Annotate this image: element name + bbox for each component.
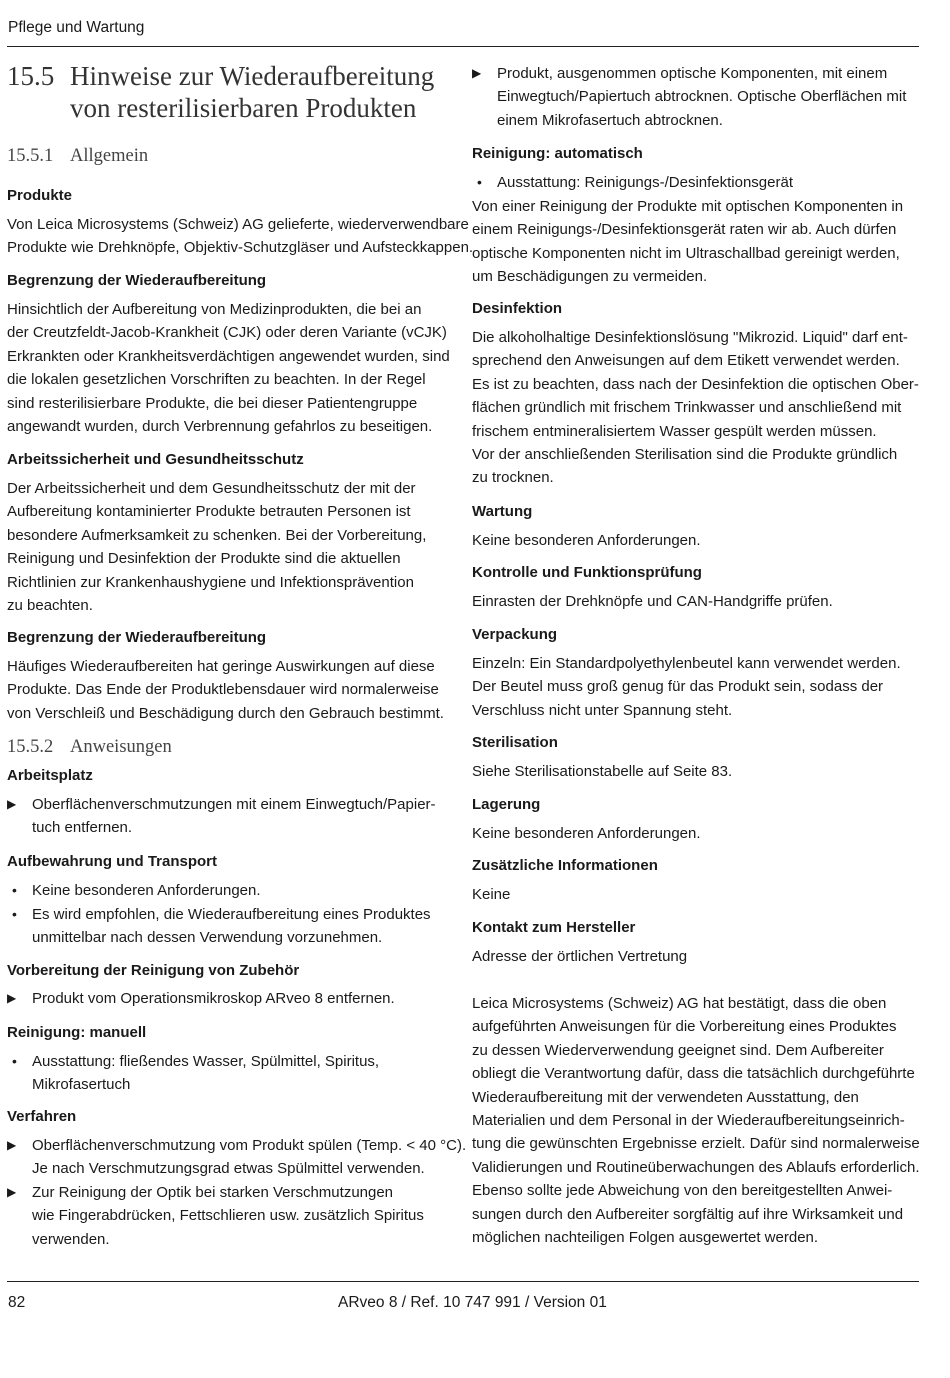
text-line: Von einer Reinigung der Produkte mit optischen Komponenten in bbox=[472, 198, 904, 215]
step-arrow-icon: ▶ bbox=[7, 1185, 17, 1199]
heading-verpackung: Verpackung bbox=[472, 626, 558, 643]
text-line: sungen durch den Aufbereiter sorgfältig auf ihre Wirksamkeit und bbox=[472, 1205, 904, 1223]
text-line: Materialien und dem Personal in der Wiederaufbereitungseinrich- bbox=[472, 1112, 905, 1130]
document-reference: ARveo 8 / Ref. 10 747 991 / Version 01 bbox=[338, 1294, 607, 1311]
heading-reinigung-automatisch: Reinigung: automatisch bbox=[472, 145, 643, 162]
text-line: Einwegtuch/Papiertuch abtrocknen. Optische Oberflächen mit bbox=[497, 88, 907, 106]
heading-kontakt: Kontakt zum Hersteller bbox=[472, 919, 636, 936]
text-line: optische Komponenten nicht im Ultraschallbad gereinigt werden, bbox=[472, 244, 900, 262]
step-arrow-icon: ▶ bbox=[7, 797, 17, 811]
text-line: Oberflächenverschmutzungen mit einem Einwegtuch/Papier- bbox=[32, 796, 436, 813]
text-line: zu trocknen. bbox=[472, 469, 554, 487]
text-line: Leica Microsystems (Schweiz) AG hat bestätigt, dass die oben bbox=[472, 995, 887, 1012]
text-line: Es wird empfohlen, die Wiederaufbereitung eines Produktes bbox=[32, 906, 431, 923]
text-line: die lokalen gesetzlichen Vorschriften zu beachten. In der Regel bbox=[7, 371, 426, 389]
text-line: verwenden. bbox=[32, 1230, 110, 1248]
text-line: unmittelbar nach dessen Verwendung vorzunehmen. bbox=[32, 929, 383, 947]
heading-zusatz: Zusätzliche Informationen bbox=[472, 857, 658, 874]
text-line: besondere Aufmerksamkeit zu schenken. Bei der Vorbereitung, bbox=[7, 526, 427, 544]
text-line: Ebenso sollte jede Abweichung von den bereitgestellten Anwei- bbox=[472, 1182, 893, 1200]
paragraph-begrenzung-1 bbox=[7, 298, 450, 438]
text-line: sprechend den Anweisungen auf dem Etikett verwendet werden. bbox=[472, 352, 900, 370]
heading-begrenzung-1: Begrenzung der Wiederaufbereitung bbox=[7, 272, 267, 289]
bullet-icon: • bbox=[12, 906, 17, 922]
paragraph-verpackung bbox=[472, 652, 901, 722]
text-line: Einzeln: Ein Standardpolyethylenbeutel kann verwendet werden. bbox=[472, 655, 901, 672]
text-line: Einrasten der Drehknöpfe und CAN-Handgriffe prüfen. bbox=[472, 593, 833, 610]
paragraph-kontrolle bbox=[472, 590, 833, 613]
text-line: Hinsichtlich der Aufbereitung von Medizinprodukten, die bei an bbox=[7, 301, 422, 318]
text-line: obliegt die Verantwortung dafür, dass die tatsächlich durchgeführte bbox=[472, 1065, 915, 1083]
text-line: Keine besonderen Anforderungen. bbox=[472, 532, 701, 549]
text-line: Richtlinien zur Krankenhaushygiene und Infektionsprävention bbox=[7, 573, 414, 591]
section-number: 15.5 bbox=[7, 61, 55, 91]
heading-aufbewahrung: Aufbewahrung und Transport bbox=[7, 853, 217, 870]
text-line: Häufiges Wiederaufbereiten hat geringe Auswirkungen auf diese bbox=[7, 658, 435, 675]
paragraph-zusatz bbox=[472, 883, 510, 906]
text-line: tung die gewünschten Ergebnisse erzielt. Dafür sind normalerweise bbox=[472, 1135, 920, 1153]
subsection-heading-anweisungen: 15.5.2 Anweisungen bbox=[7, 737, 172, 757]
page-number: 82 bbox=[8, 1294, 26, 1311]
text-line: Mikrofasertuch bbox=[32, 1076, 131, 1094]
section-title-line2: von resterilisierbaren Produkten bbox=[70, 93, 417, 123]
text-line: aufgeführten Anweisungen für die Vorbereitung eines Produktes bbox=[472, 1018, 897, 1036]
heading-verfahren: Verfahren bbox=[7, 1108, 77, 1125]
heading-produkte: Produkte bbox=[7, 187, 73, 204]
text-line: Produkt, ausgenommen optische Komponenten, mit einem bbox=[497, 65, 888, 82]
text-line: Ausstattung: fließendes Wasser, Spülmittel, Spiritus, bbox=[32, 1053, 380, 1070]
text-line: Adresse der örtlichen Vertretung bbox=[472, 948, 688, 965]
bullet-icon: • bbox=[12, 882, 17, 898]
section-heading bbox=[7, 60, 467, 124]
heading-desinfektion: Desinfektion bbox=[472, 300, 563, 317]
text-line: Wiederaufbereitung mit der verwendeten Ausstattung, den bbox=[472, 1088, 859, 1106]
text-line: angewandt wurden, durch Verbrennung gefahrlos zu beseitigen. bbox=[7, 418, 433, 436]
text-line: Verschluss nicht unter Spannung steht. bbox=[472, 701, 733, 719]
page-header: Pflege und Wartung bbox=[8, 19, 145, 36]
text-line: Reinigung und Desinfektion der Produkte sind die aktuellen bbox=[7, 550, 401, 568]
heading-reinigung-manuell: Reinigung: manuell bbox=[7, 1024, 147, 1041]
text-line: Erkrankten oder Krankheitsverdächtigen angewendet wurden, sind bbox=[7, 347, 450, 365]
text-line: Es ist zu beachten, dass nach der Desinfektion die optischen Ober- bbox=[472, 375, 919, 393]
text-line: Die alkoholhaltige Desinfektionslösung "Mikrozid. Liquid" darf ent- bbox=[472, 329, 908, 346]
text-line: um Beschädigungen zu vermeiden. bbox=[472, 268, 708, 286]
heading-sterilisation: Sterilisation bbox=[472, 734, 558, 751]
heading-lagerung: Lagerung bbox=[472, 796, 541, 813]
heading-arbeitssicherheit: Arbeitssicherheit und Gesundheitsschutz bbox=[7, 451, 304, 468]
heading-kontrolle: Kontrolle und Funktionsprüfung bbox=[472, 564, 702, 581]
text-line: der Creutzfeldt-Jacob-Krankheit (CJK) oder deren Variante (vCJK) bbox=[7, 324, 447, 342]
header-divider bbox=[7, 46, 919, 47]
heading-wartung: Wartung bbox=[472, 503, 533, 520]
paragraph-wartung bbox=[472, 529, 701, 552]
paragraph-lagerung bbox=[472, 822, 701, 845]
heading-begrenzung-2: Begrenzung der Wiederaufbereitung bbox=[7, 629, 267, 646]
text-line: Je nach Verschmutzungsgrad etwas Spülmittel verwenden. bbox=[32, 1160, 425, 1178]
text-line: Oberflächenverschmutzung vom Produkt spülen (Temp. < 40 °C). bbox=[32, 1137, 467, 1154]
text-line: Keine besonderen Anforderungen. bbox=[472, 825, 701, 842]
text-line: Keine bbox=[472, 886, 511, 903]
text-line: Vor der anschließenden Sterilisation sind die Produkte gründlich bbox=[472, 446, 898, 464]
paragraph-automatisch bbox=[472, 195, 903, 289]
text-line: Der Arbeitssicherheit und dem Gesundheitsschutz der mit der bbox=[7, 480, 416, 497]
subsection-heading-allgemein: 15.5.1 Allgemein bbox=[7, 146, 149, 166]
text-line: Produkt vom Operationsmikroskop ARveo 8 entfernen. bbox=[32, 990, 395, 1007]
text-line: Von Leica Microsystems (Schweiz) AG gelieferte, wiederverwendbare bbox=[7, 216, 469, 233]
text-line: wie Fingerabdrücken, Fettschlieren usw. zusätzlich Spiritus bbox=[32, 1207, 424, 1225]
text-line: Keine besonderen Anforderungen. bbox=[32, 882, 261, 899]
text-line: möglichen nachteiligen Folgen ausgewertet werden. bbox=[472, 1229, 819, 1247]
text-line: Zur Reinigung der Optik bei starken Verschmutzungen bbox=[32, 1184, 394, 1201]
text-line: zu dessen Wiederverwendung geeignet sind. Dem Aufbereiter bbox=[472, 1041, 884, 1059]
text-line: sind resterilisierbare Produkte, die bei dieser Patientengruppe bbox=[7, 394, 418, 412]
text-line: frischem entmineralisiertem Wasser gespült werden müssen. bbox=[472, 422, 877, 440]
paragraph-desinfektion bbox=[472, 326, 919, 490]
text-line: von Verschleiß und Beschädigung durch den Gebrauch bestimmt. bbox=[7, 704, 444, 722]
text-line: Aufbereitung kontaminierter Produkte betrauten Personen ist bbox=[7, 503, 411, 521]
text-line: Siehe Sterilisationstabelle auf Seite 83. bbox=[472, 763, 733, 780]
paragraph-arbeitssicherheit bbox=[7, 477, 426, 617]
text-line: zu beachten. bbox=[7, 597, 93, 615]
text-line: tuch entfernen. bbox=[32, 819, 133, 837]
section-title-line1: Hinweise zur Wiederaufbereitung bbox=[70, 61, 435, 91]
text-line: Validierungen und Routineüberwachungen des Ablaufs erforderlich. bbox=[472, 1158, 920, 1176]
paragraph-produkte bbox=[7, 213, 473, 260]
heading-vorbereitung: Vorbereitung der Reinigung von Zubehör bbox=[7, 962, 300, 979]
text-line: einem Mikrofasertuch abtrocknen. bbox=[497, 111, 723, 129]
text-line: Produkte. Das Ende der Produktlebensdauer wird normalerweise bbox=[7, 681, 439, 699]
paragraph-sterilisation bbox=[472, 760, 732, 783]
step-arrow-icon: ▶ bbox=[7, 991, 17, 1005]
step-arrow-icon: ▶ bbox=[472, 66, 482, 80]
text-line: Der Beutel muss groß genug für das Produkt sein, sodass der bbox=[472, 678, 884, 696]
bullet-icon: • bbox=[12, 1053, 17, 1069]
text-line: Produkte wie Drehknöpfe, Objektiv-Schutzgläser und Aufsteckkappen. bbox=[7, 239, 474, 257]
text-line: einem Reinigungs-/Desinfektionsgerät raten wir ab. Auch dürfen bbox=[472, 221, 897, 239]
paragraph-leica bbox=[472, 992, 920, 1249]
text-line: Ausstattung: Reinigungs-/Desinfektionsgerät bbox=[497, 174, 794, 191]
paragraph-begrenzung-2 bbox=[7, 655, 444, 725]
paragraph-kontakt bbox=[472, 945, 687, 968]
footer-divider bbox=[7, 1281, 919, 1282]
text-line: flächen gründlich mit frischem Trinkwasser und anschließend mit bbox=[472, 399, 902, 417]
heading-arbeitsplatz: Arbeitsplatz bbox=[7, 767, 93, 784]
bullet-icon: • bbox=[477, 174, 482, 190]
step-arrow-icon: ▶ bbox=[7, 1138, 17, 1152]
